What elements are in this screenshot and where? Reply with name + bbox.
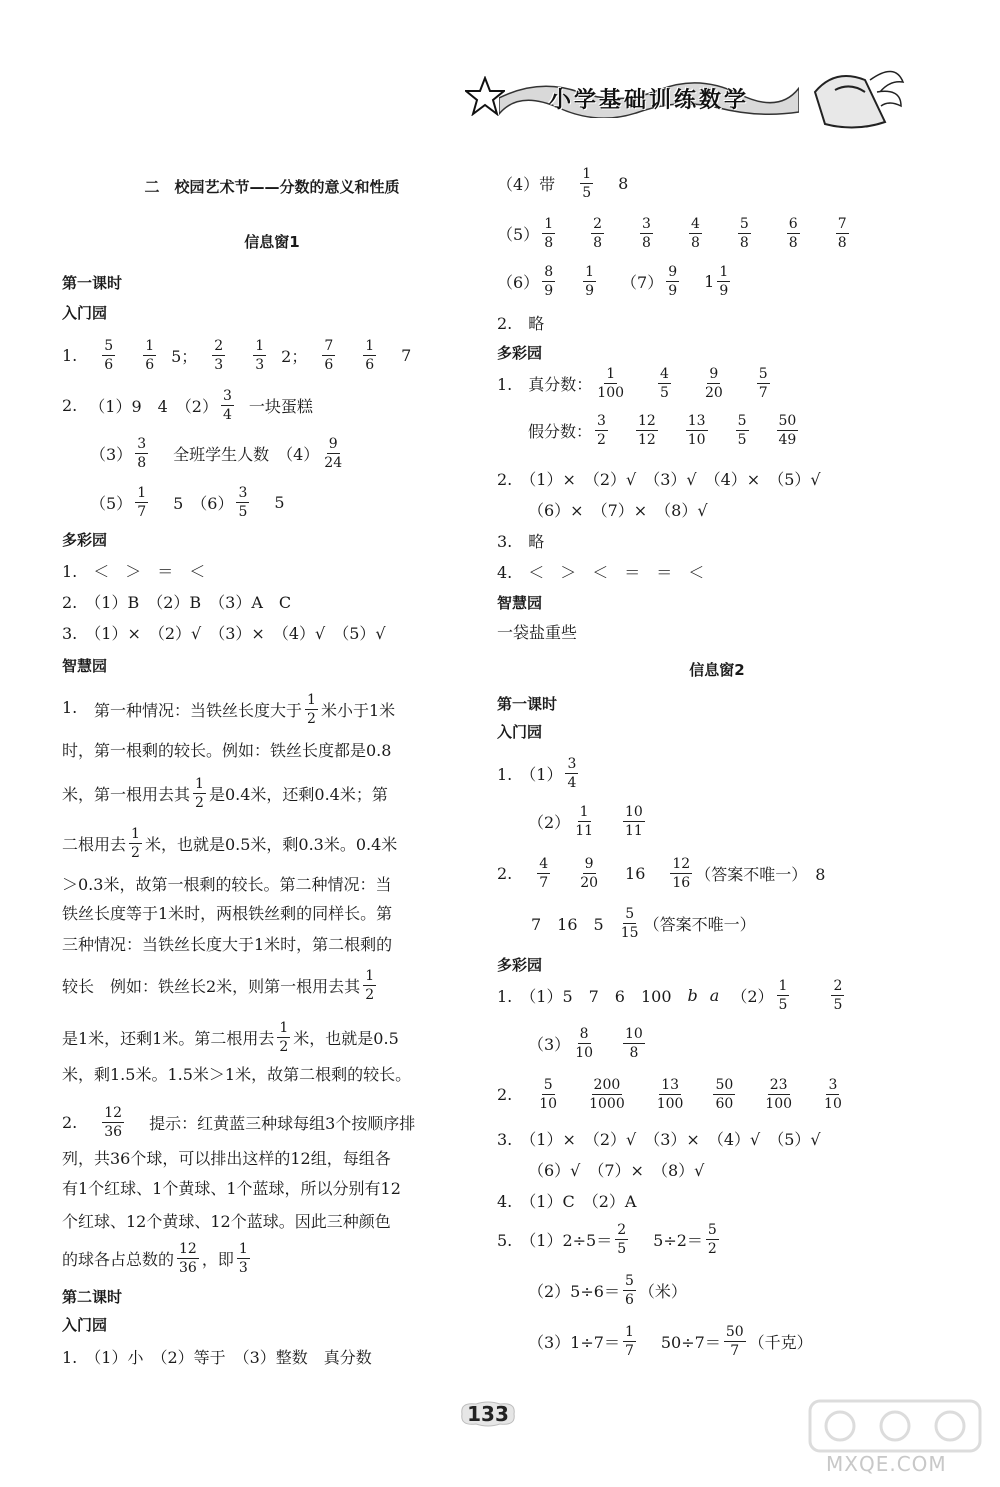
fraction: $\frac{2}{5}$ (833, 978, 843, 1013)
answer-line-proper-fractions: 1. 真分数： $\frac{1}{100}$ $\frac{4}{5}$ $\frac{9}{20}$ $\frac{5}{7}$ (497, 366, 768, 401)
fraction: $\frac{10}{11}$ (625, 804, 643, 839)
fraction: $\frac{1}{9}$ (585, 264, 595, 299)
fraction: $\frac{50}{49}$ (778, 413, 797, 448)
fraction: $\frac{3}{8}$ (137, 436, 147, 471)
explanation-line: 个红球、12个黄球、12个蓝球。因此三种颜色 (62, 1212, 391, 1231)
fraction: $\frac{8}{9}$ (544, 264, 554, 299)
answer-line-w1a: 1. （1） $\frac{3}{4}$ (497, 756, 577, 791)
subsection-zhihui: 智慧园 (62, 657, 108, 675)
lesson-title-1: 第一课时 (497, 695, 558, 713)
fraction: $\frac{1}{2}$ (195, 776, 204, 811)
lesson-title-1: 第一课时 (62, 274, 123, 292)
fraction: $\frac{13}{100}$ (656, 1077, 684, 1112)
fraction: $\frac{200}{1000}$ (589, 1077, 625, 1112)
subsection-duocai: 多彩园 (497, 344, 543, 362)
fraction: $\frac{4}{7}$ (539, 856, 549, 891)
fraction: $\frac{1}{2}$ (365, 968, 375, 1003)
answer-line-q6: （6） $\frac{8}{9}$ $\frac{1}{9}$ （7） $\frac{9}{9}$ 1 $\frac{1}{9}$ (497, 264, 729, 299)
answer-line-d1: 1. ＜ ＞ ＝ ＜ (62, 562, 206, 581)
fraction: $\frac{1}{3}$ (255, 338, 265, 373)
explanation-line: 米，剩1.5米。1.5米＞1米，故第二根剩的较长。 (62, 1065, 412, 1084)
fraction: $\frac{4}{8}$ (690, 216, 700, 251)
fraction: $\frac{3}{2}$ (597, 413, 606, 448)
subsection-rumen: 入门园 (62, 304, 108, 322)
explanation-line: 的球各占总数的 $\frac{12}{36}$ ，即 $\frac{1}{3}$ (62, 1241, 248, 1276)
answer-line-m5c: （3）1÷7＝ $\frac{1}{7}$ 50÷7＝ $\frac{50}{7}$ （千克） (528, 1324, 813, 1359)
fraction: $\frac{1}{6}$ (365, 338, 375, 373)
banner-title-band (499, 78, 799, 118)
section-title-window2: 信息窗2 (689, 661, 745, 679)
answer-line-d3: 3. 略 (497, 532, 545, 551)
fraction: $\frac{1}{9}$ (719, 264, 729, 299)
answer-line-d2a: 2. （1）× （2）√ （3）√ （4）× （5）√ (497, 470, 821, 489)
answer-line-w2b: 7 16 5 $\frac{5}{15}$ （答案不唯一） (531, 906, 756, 941)
explanation-line: 米，第一根用去其 $\frac{1}{2}$ 是0.4米，还剩0.4米；第 (62, 776, 388, 811)
answer-line-2a: 2. （1）9 4 （2） $\frac{3}{4}$ 一块蛋糕 (62, 388, 313, 423)
fraction: $\frac{5}{15}$ (620, 906, 639, 941)
header-banner (465, 62, 920, 132)
fraction: $\frac{1}{2}$ (307, 692, 316, 727)
fraction: $\frac{7}{8}$ (837, 216, 847, 251)
fraction: $\frac{12}{12}$ (637, 413, 656, 448)
fraction: $\frac{1}{5}$ (582, 166, 592, 201)
fraction: $\frac{9}{20}$ (704, 366, 723, 401)
answer-line-improper-fractions: 假分数： $\frac{3}{2}$ $\frac{12}{12}$ $\frac{13}{10}$ $\frac{5}{5}$ $\frac{50}{49}$ (528, 413, 797, 448)
fraction: $\frac{1}{7}$ (624, 1324, 634, 1359)
fraction: $\frac{5}{2}$ (707, 1222, 717, 1257)
fraction: $\frac{1}{8}$ (544, 216, 554, 251)
answer-line-z2: 2. $\frac{12}{36}$ 提示：红黄蓝三种球每组3个按顺序排 (62, 1105, 416, 1140)
fraction: $\frac{1}{2}$ (279, 1020, 289, 1055)
fraction: $\frac{10}{8}$ (625, 1026, 643, 1061)
answer-line-m2: 2. $\frac{5}{10}$ $\frac{200}{1000}$ $\frac{13}{100}$ $\frac{50}{60}$ $\frac{23}{100}$ $\frac{3}{10}$ (497, 1077, 842, 1112)
answer-line-2b: （3） $\frac{3}{8}$ 全班学生人数 （4） $\frac{9}{24}$ (90, 436, 343, 471)
answer-line-1: 1. $\frac{5}{6}$ $\frac{1}{6}$ 5； $\frac{2}{3}$ $\frac{1}{3}$ 2； $\frac{7}{6}$ $\frac{1}{6}$ 7 (62, 338, 412, 373)
fraction: $\frac{5}{6}$ (104, 338, 114, 373)
fraction: $\frac{2}{3}$ (214, 338, 224, 373)
fraction: $\frac{8}{10}$ (575, 1026, 594, 1061)
fraction: $\frac{9}{20}$ (580, 856, 599, 891)
answer-line-m1b: （3） $\frac{8}{10}$ $\frac{10}{8}$ (528, 1026, 643, 1061)
explanation-line: 是1米，还剩1米。第二根用去 $\frac{1}{2}$ 米，也就是0.5 (62, 1020, 399, 1055)
answer-line-m1a: 1. （1）5 7 6 100 b a （2） $\frac{1}{5}$ $\frac{2}{5}$ (497, 978, 843, 1013)
answer-line-d3: 3. （1）× （2）√ （3）× （4）√ （5）√ (62, 624, 386, 643)
fraction: $\frac{1}{11}$ (575, 804, 594, 839)
fraction: $\frac{5}{5}$ (737, 413, 747, 448)
answer-line-d2: 2. （1）B （2）B （3）A C (62, 593, 292, 612)
answer-line-r2: 1. （1）小 （2）等于 （3）整数 真分数 (62, 1348, 372, 1367)
fraction: $\frac{50}{7}$ (725, 1324, 744, 1359)
fraction: $\frac{5}{10}$ (539, 1077, 558, 1112)
fraction: $\frac{3}{4}$ (567, 756, 577, 791)
page-number: 133 (458, 1400, 518, 1428)
section-title-window1: 信息窗1 (244, 233, 300, 251)
subsection-duocai-2: 多彩园 (497, 956, 543, 974)
fraction: $\frac{5}{7}$ (758, 366, 768, 401)
answer-line-m5a: 5. （1）2÷5＝ $\frac{2}{5}$ 5÷2＝ $\frac{5}{2}$ (497, 1222, 717, 1257)
answer-number: 1. (62, 698, 78, 717)
subsection-rumen-2: 入门园 (62, 1316, 108, 1334)
fraction: $\frac{1}{3}$ (238, 1241, 248, 1276)
fraction: $\frac{1}{6}$ (145, 338, 155, 373)
explanation-line: 二根用去 $\frac{1}{2}$ 米，也就是0.5米，剩0.3米。0.4米 (62, 826, 398, 861)
schoolbag-icon (795, 62, 905, 132)
answer-line-m5b: （2）5÷6＝ $\frac{5}{6}$ （米） (528, 1273, 687, 1308)
explanation-line: 有1个红球、1个黄球、1个蓝球，所以分别有12 (62, 1179, 401, 1198)
subsection-duocai: 多彩园 (62, 531, 108, 549)
fraction: $\frac{5}{6}$ (624, 1273, 634, 1308)
fraction: $\frac{12}{36}$ (104, 1105, 123, 1140)
banner-title: 小学基础训练数学 (548, 87, 749, 113)
explanation-line: 时，第一根剩的较长。例如：铁丝长度都是0.8 (62, 741, 392, 760)
answer-line-m4: 4. （1）C （2）A (497, 1192, 637, 1211)
fraction: $\frac{3}{10}$ (824, 1077, 842, 1112)
fraction: $\frac{9}{9}$ (668, 264, 678, 299)
answer-line-w2a: 2. $\frac{4}{7}$ $\frac{9}{20}$ 16 $\frac{12}{16}$ （答案不唯一） 8 (497, 856, 826, 891)
answer-line-2c: （5） $\frac{1}{7}$ 5 （6） $\frac{3}{5}$ 5 (90, 485, 285, 520)
fraction: $\frac{2}{8}$ (593, 216, 603, 251)
watermark-text: MXQE.COM (826, 1452, 947, 1476)
fraction: $\frac{1}{7}$ (137, 485, 147, 520)
fraction: $\frac{7}{6}$ (324, 338, 334, 373)
answer-line-q4: （4）带 $\frac{1}{5}$ 8 (497, 166, 629, 201)
answer-line-zh: 一袋盐重些 (497, 623, 578, 642)
explanation-line: 较长 例如：铁丝长2米，则第一根用去其 $\frac{1}{2}$ (62, 968, 375, 1003)
fraction: $\frac{9}{24}$ (324, 436, 343, 471)
lesson-title-2: 第二课时 (62, 1288, 123, 1306)
fraction: $\frac{3}{4}$ (223, 388, 232, 423)
subsection-zhihui: 智慧园 (497, 594, 543, 612)
fraction: $\frac{1}{100}$ (597, 366, 625, 401)
chapter-title: 二 校园艺术节——分数的意义和性质 (144, 178, 400, 196)
fraction: $\frac{13}{10}$ (687, 413, 706, 448)
explanation-line: 三种情况：当铁丝长度大于1米时，第二根剩的 (62, 935, 393, 954)
explanation-line: 铁丝长度等于1米时，两根铁丝剩的同样长。第 (62, 904, 393, 923)
answer-line-2-lue: 2. 略 (497, 314, 545, 333)
explanation-line: ＞0.3米，故第一根剩的较长。第二种情况：当 (62, 875, 392, 894)
fraction: $\frac{1}{2}$ (131, 826, 140, 861)
answer-line-d2b: （6）× （7）× （8）√ (528, 501, 708, 520)
fraction: $\frac{3}{8}$ (642, 216, 651, 251)
fraction: $\frac{2}{5}$ (617, 1222, 627, 1257)
fraction: $\frac{50}{60}$ (715, 1077, 734, 1112)
answer-line-w1b: （2） $\frac{1}{11}$ $\frac{10}{11}$ (528, 804, 643, 839)
fraction: $\frac{12}{16}$ (672, 856, 691, 891)
fraction: $\frac{1}{5}$ (778, 978, 788, 1013)
answer-line-m3a: 3. （1）× （2）√ （3）× （4）√ （5）√ (497, 1130, 821, 1149)
fraction: $\frac{4}{5}$ (660, 366, 669, 401)
fraction: $\frac{12}{36}$ (179, 1241, 197, 1276)
fraction: $\frac{6}{8}$ (788, 216, 798, 251)
fraction: $\frac{3}{5}$ (238, 485, 248, 520)
subsection-rumen: 入门园 (497, 723, 543, 741)
answer-line-q5: （5） $\frac{1}{8}$ $\frac{2}{8}$ $\frac{3}{8}$ $\frac{4}{8}$ $\frac{5}{8}$ $\frac{6}{8}$ $\frac{7}{8}$ (497, 216, 847, 251)
explanation-line: 列，共36个球，可以排出这样的12组，每组各 (62, 1149, 391, 1168)
answer-line-m3b: （6）√ （7）× （8）√ (528, 1161, 705, 1180)
explanation-line: 第一种情况：当铁丝长度大于 $\frac{1}{2}$ 米小于1米 (94, 692, 396, 727)
fraction: $\frac{5}{8}$ (739, 216, 749, 251)
answer-line-d4: 4. ＜ ＞ ＜ ＝ ＝ ＜ (497, 563, 705, 582)
fraction: $\frac{23}{100}$ (765, 1077, 793, 1112)
